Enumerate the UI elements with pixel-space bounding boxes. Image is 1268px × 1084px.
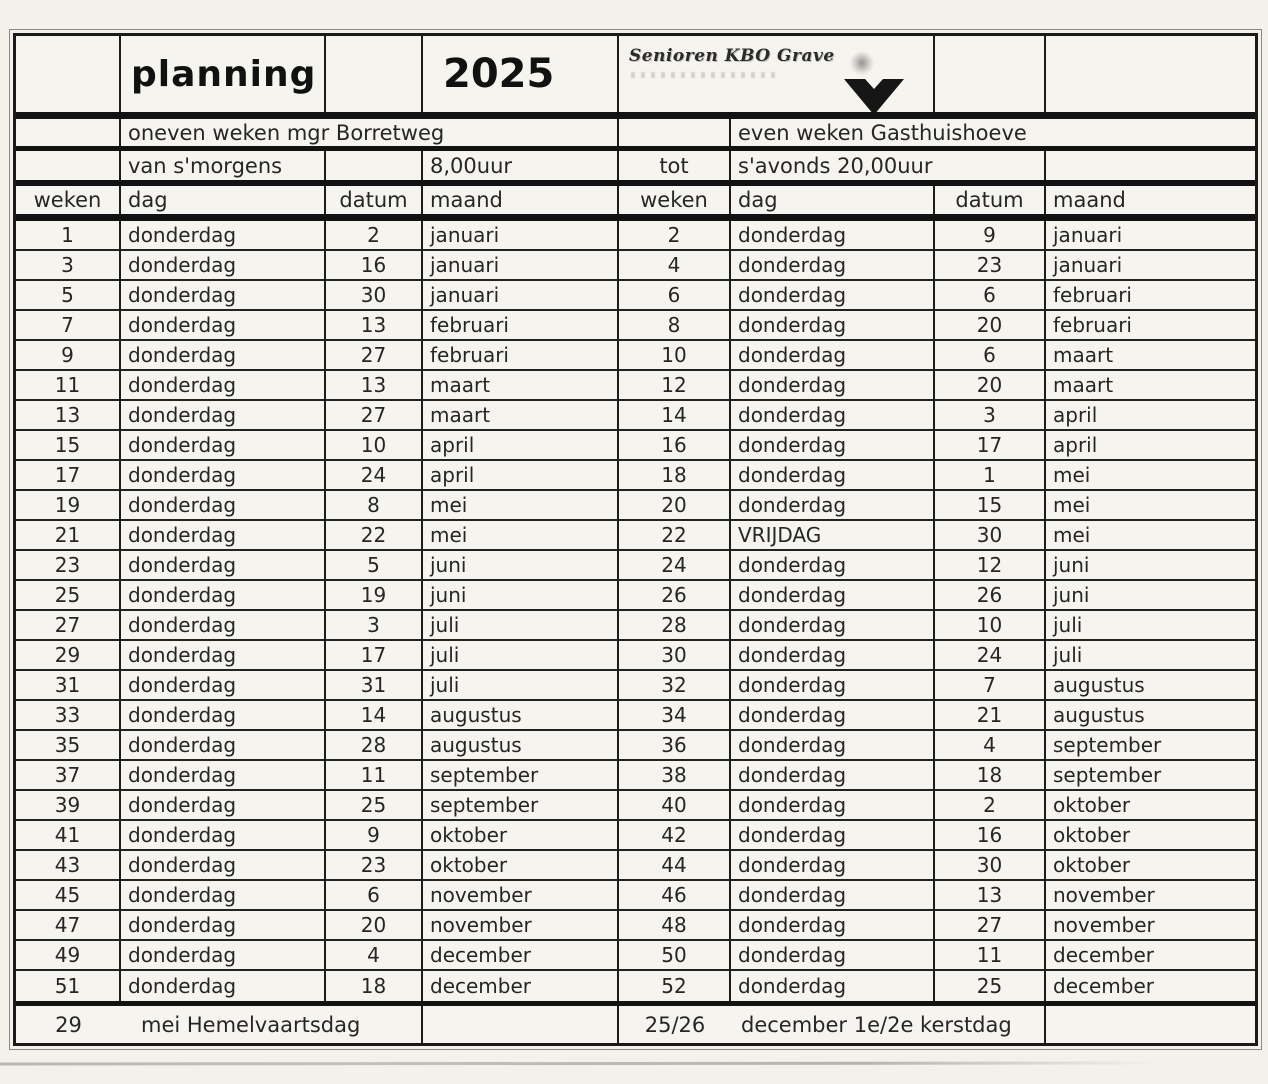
odd-month-cell: januari: [423, 251, 619, 279]
even-date-header: datum: [935, 186, 1046, 214]
odd-week-cell: 3: [16, 251, 121, 279]
even-week-cell: 38: [619, 761, 731, 789]
odd-date-cell: 28: [326, 731, 423, 759]
even-day-cell: donderdag: [731, 551, 935, 579]
even-month-header: maand: [1053, 188, 1126, 212]
odd-date-cell: 27: [326, 401, 423, 429]
even-day-cell: donderdag: [731, 731, 935, 759]
odd-month-cell: februari: [423, 311, 619, 339]
odd-week-cell: 27: [16, 611, 121, 639]
odd-day-cell: donderdag: [121, 821, 326, 849]
even-week-cell: 20: [619, 491, 731, 519]
even-month-cell: mei: [1053, 493, 1091, 517]
odd-date-cell: 20: [326, 911, 423, 939]
even-holiday-week: 25/26: [644, 1012, 706, 1037]
even-day-cell: donderdag: [731, 881, 935, 909]
even-weeks-venue: even weken Gasthuishoeve: [738, 120, 1027, 145]
empty-cell: [326, 36, 423, 112]
even-week-cell: 26: [619, 581, 731, 609]
empty-cell: [16, 119, 121, 146]
even-day-cell: donderdag: [731, 491, 935, 519]
even-month-cell: juni: [1053, 583, 1090, 607]
odd-month-cell: maart: [423, 371, 619, 399]
even-date-cell: 13: [935, 881, 1046, 909]
even-day-cell: donderdag: [731, 791, 935, 819]
schedule-row: [16, 821, 1255, 851]
odd-week-cell: 23: [16, 551, 121, 579]
even-date-cell: 10: [935, 611, 1046, 639]
even-day-cell: donderdag: [731, 851, 935, 879]
even-month-cell: maart: [1053, 373, 1114, 397]
even-week-cell: 46: [619, 881, 731, 909]
even-date-cell: 7: [935, 671, 1046, 699]
chevron-down-icon: [841, 76, 907, 112]
even-date-cell: 21: [935, 701, 1046, 729]
even-month-cell: juni: [1053, 553, 1090, 577]
odd-week-cell: 37: [16, 761, 121, 789]
odd-month-cell: april: [423, 431, 619, 459]
even-date-cell: 17: [935, 431, 1046, 459]
odd-month-cell: juli: [423, 641, 619, 669]
odd-date-cell: 9: [326, 821, 423, 849]
even-month-cell: november: [1053, 913, 1155, 937]
even-month-cell: april: [1053, 433, 1098, 457]
odd-day-cell: donderdag: [121, 311, 326, 339]
odd-day-cell: donderdag: [121, 671, 326, 699]
odd-month-cell: december: [423, 971, 619, 1001]
odd-week-cell: 7: [16, 311, 121, 339]
schedule-row: [16, 881, 1255, 911]
odd-month-cell: oktober: [423, 821, 619, 849]
even-month-cell: mei: [1053, 523, 1091, 547]
even-week-cell: 48: [619, 911, 731, 939]
even-date-cell: 2: [935, 791, 1046, 819]
odd-month-cell: april: [423, 461, 619, 489]
even-week-cell: 8: [619, 311, 731, 339]
even-date-cell: 11: [935, 941, 1046, 969]
odd-month-cell: juni: [423, 551, 619, 579]
odd-month-cell: september: [423, 761, 619, 789]
even-month-cell: november: [1053, 883, 1155, 907]
odd-month-cell: mei: [423, 491, 619, 519]
logo-cell: [619, 36, 935, 112]
even-day-cell: donderdag: [731, 431, 935, 459]
empty-cell: [16, 151, 121, 180]
odd-day-cell: donderdag: [121, 581, 326, 609]
even-week-cell: 40: [619, 791, 731, 819]
odd-month-cell: augustus: [423, 701, 619, 729]
schedule-row: [16, 311, 1255, 341]
odd-date-cell: 17: [326, 641, 423, 669]
odd-day-cell: donderdag: [121, 461, 326, 489]
even-week-cell: 44: [619, 851, 731, 879]
odd-day-cell: donderdag: [121, 491, 326, 519]
odd-day-cell: donderdag: [121, 281, 326, 309]
odd-day-cell: donderdag: [121, 521, 326, 549]
even-month-cell: februari: [1053, 313, 1132, 337]
odd-day-cell: donderdag: [121, 731, 326, 759]
odd-date-cell: 10: [326, 431, 423, 459]
even-week-cell: 12: [619, 371, 731, 399]
even-day-cell: donderdag: [731, 461, 935, 489]
odd-date-cell: 11: [326, 761, 423, 789]
empty-cell: [326, 151, 423, 180]
empty-cell: [1046, 36, 1255, 112]
odd-date-cell: 19: [326, 581, 423, 609]
even-month-cell: augustus: [1053, 673, 1145, 697]
empty-cell: [619, 119, 731, 146]
even-date-cell: 20: [935, 311, 1046, 339]
odd-week-cell: 39: [16, 791, 121, 819]
odd-day-cell: donderdag: [121, 791, 326, 819]
schedule-row: [16, 851, 1255, 881]
even-week-cell: 6: [619, 281, 731, 309]
odd-week-cell: 13: [16, 401, 121, 429]
even-month-cell: januari: [1053, 253, 1123, 277]
even-day-header: dag: [731, 186, 935, 214]
even-day-cell: donderdag: [731, 371, 935, 399]
even-week-cell: 36: [619, 731, 731, 759]
schedule-rows: [16, 221, 1255, 1001]
year-label: 2025: [423, 36, 619, 112]
schedule-row: [16, 911, 1255, 941]
evening-time: s'avonds 20,00uur: [731, 151, 1046, 180]
schedule-row: [16, 521, 1255, 551]
schedule-row: [16, 221, 1255, 251]
schedule-row: [16, 791, 1255, 821]
schedule-row: [16, 491, 1255, 521]
even-day-cell: VRIJDAG: [731, 521, 935, 549]
odd-date-cell: 8: [326, 491, 423, 519]
even-date-cell: 3: [935, 401, 1046, 429]
even-day-cell: donderdag: [731, 971, 935, 1001]
schedule-row: [16, 701, 1255, 731]
even-day-cell: donderdag: [731, 611, 935, 639]
schedule-row: [16, 971, 1255, 1001]
even-date-cell: 15: [935, 491, 1046, 519]
even-month-cell: augustus: [1053, 703, 1145, 727]
empty-cell: [1046, 151, 1255, 180]
odd-weeks-venue: oneven weken mgr Borretweg: [121, 119, 619, 146]
schedule-row: [16, 401, 1255, 431]
even-date-cell: 6: [935, 341, 1046, 369]
empty-cell: [1046, 1006, 1255, 1043]
odd-month-cell: juli: [423, 611, 619, 639]
page-title: planning: [121, 36, 326, 112]
even-day-cell: donderdag: [731, 251, 935, 279]
divider: [16, 112, 1255, 119]
until-label: tot: [619, 151, 731, 180]
even-week-cell: 24: [619, 551, 731, 579]
even-month-cell: oktober: [1053, 853, 1131, 877]
odd-week-cell: 47: [16, 911, 121, 939]
even-date-cell: 23: [935, 251, 1046, 279]
odd-month-cell: oktober: [423, 851, 619, 879]
even-day-cell: donderdag: [731, 941, 935, 969]
location-row: [16, 119, 1255, 146]
odd-month-cell: juli: [423, 671, 619, 699]
schedule-row: [16, 341, 1255, 371]
even-month-cell: september: [1053, 733, 1162, 757]
even-month-cell: maart: [1053, 343, 1114, 367]
even-day-cell: donderdag: [731, 671, 935, 699]
even-date-cell: 24: [935, 641, 1046, 669]
odd-day-cell: donderdag: [121, 941, 326, 969]
odd-day-cell: donderdag: [121, 971, 326, 1001]
even-day-cell: donderdag: [731, 221, 935, 249]
even-week-cell: 4: [619, 251, 731, 279]
odd-date-cell: 25: [326, 791, 423, 819]
schedule-row: [16, 431, 1255, 461]
even-day-cell: donderdag: [731, 401, 935, 429]
odd-day-cell: donderdag: [121, 221, 326, 249]
even-month-cell: januari: [1053, 223, 1123, 247]
odd-holiday-cell: [16, 1006, 423, 1043]
odd-day-cell: donderdag: [121, 371, 326, 399]
odd-week-cell: 45: [16, 881, 121, 909]
even-week-cell: 10: [619, 341, 731, 369]
even-month-cell: oktober: [1053, 823, 1131, 847]
odd-date-cell: 3: [326, 611, 423, 639]
even-date-cell: 18: [935, 761, 1046, 789]
odd-week-cell: 19: [16, 491, 121, 519]
odd-week-cell: 43: [16, 851, 121, 879]
even-date-cell: 25: [935, 971, 1046, 1001]
logo-wordmark: Senioren KBO Grave: [629, 46, 835, 66]
divider: [16, 214, 1255, 221]
even-month-cell: april: [1053, 403, 1098, 427]
schedule-row: [16, 461, 1255, 491]
planning-table: [13, 33, 1258, 1046]
schedule-row: [16, 641, 1255, 671]
even-week-cell: 32: [619, 671, 731, 699]
even-week-cell: 34: [619, 701, 731, 729]
holiday-footer-row: [16, 1006, 1255, 1043]
odd-date-cell: 2: [326, 221, 423, 249]
odd-week-cell: 1: [16, 221, 121, 249]
even-week-cell: 42: [619, 821, 731, 849]
odd-week-cell: 5: [16, 281, 121, 309]
odd-month-cell: januari: [423, 281, 619, 309]
empty-cell: [16, 36, 121, 112]
odd-date-cell: 4: [326, 941, 423, 969]
odd-date-cell: 30: [326, 281, 423, 309]
odd-day-header: dag: [121, 186, 326, 214]
odd-month-header: maand: [423, 186, 619, 214]
even-day-cell: donderdag: [731, 821, 935, 849]
odd-month-cell: mei: [423, 521, 619, 549]
even-date-cell: 20: [935, 371, 1046, 399]
even-date-cell: 26: [935, 581, 1046, 609]
odd-week-cell: 49: [16, 941, 121, 969]
even-date-cell: 9: [935, 221, 1046, 249]
odd-date-cell: 31: [326, 671, 423, 699]
odd-week-cell: 15: [16, 431, 121, 459]
even-day-cell: donderdag: [731, 701, 935, 729]
schedule-row: [16, 671, 1255, 701]
even-month-cell: december: [1053, 974, 1155, 998]
odd-holiday-week: 29: [55, 1012, 82, 1037]
odd-date-cell: 23: [326, 851, 423, 879]
even-month-cell: juli: [1053, 613, 1083, 637]
morning-time: 8,00uur: [423, 151, 619, 180]
odd-date-cell: 18: [326, 971, 423, 1001]
even-holiday-cell: [619, 1006, 1046, 1043]
morning-label: van s'morgens: [121, 151, 326, 180]
even-week-cell: 2: [619, 221, 731, 249]
odd-day-cell: donderdag: [121, 431, 326, 459]
odd-month-cell: september: [423, 791, 619, 819]
odd-date-cell: 27: [326, 341, 423, 369]
even-week-cell: 18: [619, 461, 731, 489]
odd-month-cell: december: [423, 941, 619, 969]
schedule-row: [16, 941, 1255, 971]
even-day-cell: donderdag: [731, 761, 935, 789]
odd-month-cell: augustus: [423, 731, 619, 759]
even-day-cell: donderdag: [731, 641, 935, 669]
column-header-row: [16, 186, 1255, 214]
odd-date-cell: 14: [326, 701, 423, 729]
odd-day-cell: donderdag: [121, 641, 326, 669]
odd-week-cell: 25: [16, 581, 121, 609]
even-week-cell: 30: [619, 641, 731, 669]
odd-day-cell: donderdag: [121, 251, 326, 279]
even-day-cell: donderdag: [731, 341, 935, 369]
scan-artifact-line: [0, 1061, 1160, 1065]
odd-week-cell: 41: [16, 821, 121, 849]
even-week-cell: 50: [619, 941, 731, 969]
even-date-cell: 30: [935, 851, 1046, 879]
odd-week-cell: 35: [16, 731, 121, 759]
odd-month-cell: november: [423, 881, 619, 909]
even-week-cell: 14: [619, 401, 731, 429]
even-date-cell: 1: [935, 461, 1046, 489]
odd-week-cell: 29: [16, 641, 121, 669]
even-date-cell: 4: [935, 731, 1046, 759]
even-month-cell: september: [1053, 763, 1162, 787]
odd-day-cell: donderdag: [121, 851, 326, 879]
logo-subtext-smudge: [631, 72, 781, 78]
odd-day-cell: donderdag: [121, 761, 326, 789]
even-month-cell: juli: [1053, 643, 1083, 667]
schedule-row: [16, 581, 1255, 611]
odd-week-cell: 51: [16, 971, 121, 1001]
even-day-cell: donderdag: [731, 911, 935, 939]
odd-week-cell: 11: [16, 371, 121, 399]
even-week-cell: 16: [619, 431, 731, 459]
empty-cell: [423, 1006, 619, 1043]
even-day-cell: donderdag: [731, 581, 935, 609]
odd-month-cell: maart: [423, 401, 619, 429]
odd-month-cell: juni: [423, 581, 619, 609]
odd-date-cell: 16: [326, 251, 423, 279]
even-month-cell: oktober: [1053, 793, 1131, 817]
odd-date-cell: 5: [326, 551, 423, 579]
even-week-cell: 52: [619, 971, 731, 1001]
schedule-row: [16, 281, 1255, 311]
title-row: [16, 36, 1255, 112]
even-date-cell: 27: [935, 911, 1046, 939]
odd-week-cell: 17: [16, 461, 121, 489]
odd-day-cell: donderdag: [121, 611, 326, 639]
odd-day-cell: donderdag: [121, 401, 326, 429]
odd-month-cell: februari: [423, 341, 619, 369]
schedule-row: [16, 731, 1255, 761]
odd-week-cell: 31: [16, 671, 121, 699]
odd-date-header: datum: [326, 186, 423, 214]
odd-day-cell: donderdag: [121, 911, 326, 939]
even-week-cell: 22: [619, 521, 731, 549]
even-week-header: weken: [619, 186, 731, 214]
odd-week-cell: 21: [16, 521, 121, 549]
odd-date-cell: 13: [326, 311, 423, 339]
even-day-cell: donderdag: [731, 281, 935, 309]
even-month-cell: december: [1053, 943, 1155, 967]
odd-month-cell: januari: [423, 221, 619, 249]
even-holiday-text: december 1e/2e kerstdag: [741, 1012, 1012, 1037]
schedule-row: [16, 251, 1255, 281]
even-date-cell: 16: [935, 821, 1046, 849]
even-day-cell: donderdag: [731, 311, 935, 339]
odd-date-cell: 6: [326, 881, 423, 909]
odd-day-cell: donderdag: [121, 341, 326, 369]
odd-date-cell: 13: [326, 371, 423, 399]
odd-day-cell: donderdag: [121, 881, 326, 909]
even-month-cell: mei: [1053, 463, 1091, 487]
even-month-cell: februari: [1053, 283, 1132, 307]
odd-week-header: weken: [16, 186, 121, 214]
logo-sparkle-icon: [849, 52, 875, 74]
odd-day-cell: donderdag: [121, 701, 326, 729]
even-date-cell: 6: [935, 281, 1046, 309]
odd-month-cell: november: [423, 911, 619, 939]
time-row: [16, 151, 1255, 180]
schedule-row: [16, 371, 1255, 401]
odd-day-cell: donderdag: [121, 551, 326, 579]
even-date-cell: 30: [935, 521, 1046, 549]
odd-week-cell: 33: [16, 701, 121, 729]
schedule-row: [16, 551, 1255, 581]
odd-date-cell: 22: [326, 521, 423, 549]
even-week-cell: 28: [619, 611, 731, 639]
even-date-cell: 12: [935, 551, 1046, 579]
odd-date-cell: 24: [326, 461, 423, 489]
empty-cell: [935, 36, 1046, 112]
schedule-row: [16, 611, 1255, 641]
odd-holiday-text: mei Hemelvaartsdag: [141, 1012, 361, 1037]
odd-week-cell: 9: [16, 341, 121, 369]
schedule-row: [16, 761, 1255, 791]
